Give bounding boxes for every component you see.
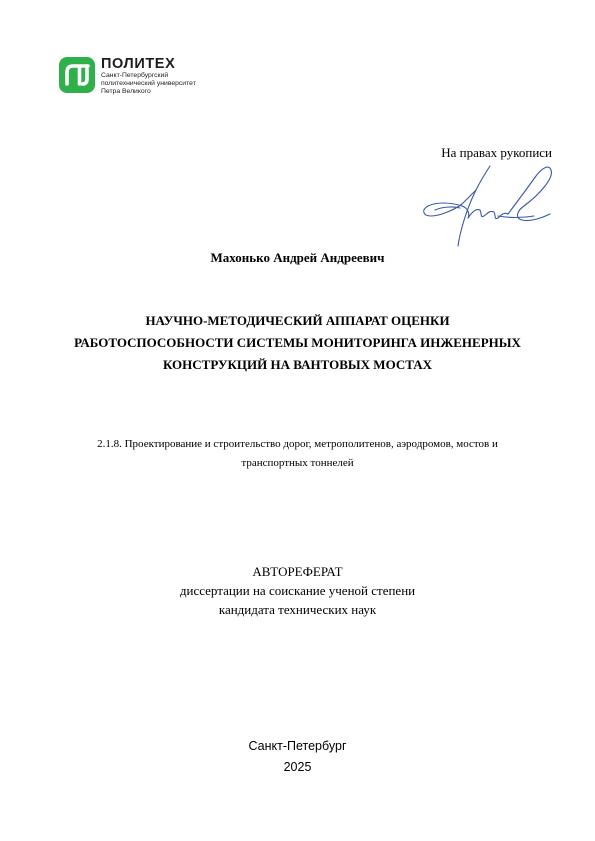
title-line: НАУЧНО-МЕТОДИЧЕСКИЙ АППАРАТ ОЦЕНКИ: [145, 313, 450, 328]
signature-icon: [418, 160, 554, 258]
abstract-line: кандидата технических наук: [218, 602, 377, 617]
city: Санкт-Петербург: [248, 739, 347, 753]
logo-subtitle-line: Санкт-Петербургский: [101, 72, 169, 79]
university-logo: [59, 57, 196, 96]
place-and-year: [0, 736, 595, 778]
abstract-block: [0, 562, 595, 619]
abstract-line: диссертации на соискание ученой степени: [179, 583, 416, 598]
dissertation-title: [40, 310, 555, 376]
specialty-line: транспортных тоннелей: [241, 457, 354, 469]
logo-subtitle-line: политехнический университет: [101, 80, 196, 87]
logo-name: ПОЛИТЕХ: [101, 56, 176, 72]
abstract-heading: АВТОРЕФЕРАТ: [252, 564, 343, 579]
title-line: КОНСТРУКЦИЙ НА ВАНТОВЫХ МОСТАХ: [162, 357, 433, 372]
author-name: Махонько Андрей Андреевич: [210, 250, 385, 265]
specialty-code: [60, 435, 535, 473]
pi-logo-icon: [59, 57, 95, 93]
year: 2025: [283, 760, 312, 774]
title-line: РАБОТОСПОСОБНОСТИ СИСТЕМЫ МОНИТОРИНГА ИНЖЕНЕРНЫХ: [74, 335, 521, 350]
logo-subtitle: [101, 72, 196, 96]
specialty-line: 2.1.8. Проектирование и строительство дорог, метрополитенов, аэродромов, мостов и: [97, 438, 498, 450]
logo-text: [101, 57, 196, 96]
logo-subtitle-line: Петра Великого: [101, 88, 151, 95]
manuscript-note: На правах рукописи: [441, 145, 552, 160]
